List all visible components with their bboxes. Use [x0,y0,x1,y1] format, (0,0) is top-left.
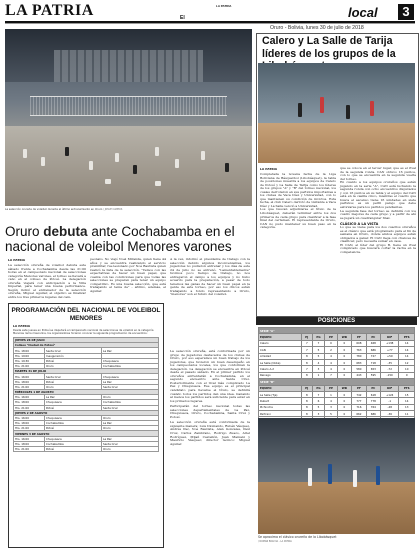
schedule-cell-a: Santa Cruz [45,348,102,353]
standings-cell: 662 [352,411,366,417]
program-title: PROGRAMACIÓN DEL NACIONAL DE VOLEIBOL MENORES [11,307,161,322]
standings-header-cell: PTS [399,334,415,340]
standings-cell: 7 [312,391,325,397]
main-article-col2: peonato. No viajó Noel Miranda, quien tiene 44 años y se encuentra realizando el servicio premilitar, fue lesionado por Noé Bautista quien realizó la lista de la selección. "Vemos con las expectativas de hacer un buen papel, que cuenta con las condiciones para que todas las selecciones se preparen para tener un equipo competitivo. Es una buena selección, que está trabajando el tema de" - afirmó, además, el Aguilar. [90,257,166,293]
standings-cell: -48 [381,404,399,410]
standings-cell: 0 [337,398,352,404]
standings-cell: 686 [366,411,380,417]
standings-cell: 14 [399,340,415,346]
standings-cell: 14 [399,398,415,404]
right-byline: LA PATRIA [260,167,278,171]
standings-cell: 4 [325,353,337,359]
headline-pre: Oruro [5,224,40,239]
standings-cell: 727 [366,353,380,359]
standings-cell: 780 [352,353,366,359]
team-name: Pertrani [259,411,302,417]
standings-cell: 0 [337,372,352,378]
standings-header-cell: EQUIPO [259,334,302,340]
schedule-day: Coliseo "Ciudad de Potosí" [14,343,159,348]
photo-caption [5,208,252,211]
standings-cell: 6 [312,398,325,404]
serie-label: SERIE "A" [259,328,415,334]
standings-cell: 778 [366,398,380,404]
standings-cell: 7 [302,366,313,372]
schedule-day: JUEVES 26 DE JULIO [14,338,159,343]
standings-cell: 8 [302,411,313,417]
dateline: Oruro - Bolivia, lunes 30 de julio de 2018 [270,25,364,31]
standings-header-cell: PJ [302,334,313,340]
standings-cell: -35 [381,359,399,365]
schedule-cell-time: Hrs. 16:00 [14,415,45,420]
schedule-cell-a: Santa Cruz [45,374,102,379]
standings-cell: 7 [325,372,337,378]
right-article-text-3: Lo que se viene para los dos cuadros orureños es el clásico que está programado para el fin de semana en Oruro, donde ambos equipos están obligados a ganar. El CAN llega con chances de clasificar, pero necesita sumar en casa. El CAN, el líder del grupo B, tiene un rival complicado que buscará cortar la racha en la competencia. [340,225,416,255]
standings-cell: 1 [312,372,325,378]
schedule-cell-a: Potosí [45,447,102,452]
program-intro: Desde este jueves en Potosí se disputará el campeonato nacional de selecciones de voleibol en la categoría Menores rama masculina, los organizadores hicieron conocer la siguiente programación de encuentros: [13,329,154,336]
standings-cell: 718 [366,359,380,365]
standings-cell: 12 [399,359,415,365]
right-article-text: Completada la novena fecha de la Liga Boliviana de Básquetbol (Libobásquet), la tabla de posiciones muestra a los equipos de Calero de Potosí y La Salle de Tarija como los líderes de los grupos "A" y "B" del torneo nacional, los cuales derrotaron en sus partidos importantes a los clubes de Vaca Díez y Universidad, con lo que mantienen su condición de invictos. Esta fecha, el club Calero derrotó de visitante a Vaca Díez y La Salle venció a Universidad. Los que buscan adjudicarse el título de la Libobásquet, deberán terminar entre los dos primeros de cada grupo para clasificar a la fase final del certamen. El representante de Oruro, CAN no pudo mantener su buen paso en la categoría. [260,172,336,230]
schedule-cell-b: Cochabamba [102,364,159,369]
standings-cell: 5 [312,353,325,359]
team-name: Reinsgo [259,372,302,378]
team-name: La Salle (Cbba) [259,359,302,365]
standings-header-cell: DIF [381,385,399,391]
standings-cell: 8 [302,404,313,410]
standings-cell: 10 [399,366,415,372]
schedule-cell-time: Hrs. 21:00 [14,447,45,452]
schedule-cell-time: Hrs. 18:00 [14,348,45,353]
schedule-cell-time: Hrs. 21:00 [14,426,45,431]
schedule-cell-b: Oruro [102,395,159,400]
schedule-cell-a: Chuquisaca [45,415,102,420]
standings-cell: 468 [366,340,380,346]
standings-cell: -1 [381,398,399,404]
standings-cell: 0 [337,340,352,346]
schedule-cell-a: Chuquisaca [45,400,102,405]
schedule-cell-a: Oruro [45,384,102,389]
right-article-col1 [260,167,336,230]
schedule-cell-time: Hrs. 19:30 [14,358,45,363]
program-box [8,303,164,548]
main-article-col3: A la vez, informó el presidente de trabajo con la selección debido algunos inconvenientes, los jugadores no pudieron entrenar y los días de este 24 de julio no se entrenó. "Lamentablemente" tuvimos poco tiempo de trabajo, no nos entregaron el campo a los equipos y no hubo acuerdo para la preparación, a pesar de todo tenemos las ganas de hacer un buen papel en la gente de este torneo, por eso los chicos están trabajando a fondo representando a Oruro, "menores" son el futuro del voleibol. [170,257,250,297]
team-name: CAN [259,347,302,353]
standings-cell: 14 [399,347,415,353]
standings-cell: 0 [337,411,352,417]
masthead [5,2,195,22]
standings-cell: 15 [399,391,415,397]
standings-cell: 8 [302,372,313,378]
standings-cell: +138 [381,340,399,346]
standings-cell: 4 [312,359,325,365]
photo-credit: / JOSUE CAMPOS [103,208,123,211]
basketball-photo [258,63,415,163]
standings-cell: 764 [366,404,380,410]
standings-cell: +124 [381,391,399,397]
standings-cell: 595 [366,372,380,378]
schedule-cell-time: Hrs. 19:00 [14,353,45,358]
standings-cell: 8 [302,398,313,404]
standings-cell: 742 [352,391,366,397]
standings-cell: 3 [312,366,325,372]
standings-header-cell: PC [366,385,380,391]
team-name: Pichincha [259,404,302,410]
schedule-cell-a: Potosí [45,358,102,363]
standings-table [258,327,415,430]
newspaper-logo: LA PATRIA [5,2,94,19]
standings-cell: 0 [337,366,352,372]
schedule-cell-b: Oruro [102,447,159,452]
photo2-caption [258,536,415,539]
page-number: 3 [398,4,414,20]
schedule-cell-a: Potosí [45,379,102,384]
standings-cell: 4 [325,359,337,365]
subheading: CLÁSICO A LA VISTA [340,222,379,227]
standings-cell: 5 [325,411,337,417]
standings-cell: 686 [366,347,380,353]
article-text-4c: La selección orureña está conformada de la siguiente manera: Luis Diomando, Rubén Vásquez, Andrés Paz, Noé Bautista, Alan Gonzales, Paúl Cruz, Carlos Zambrano, Rodrigo Zuazo, Ariel Rodríguez, Mijaíl Castellón, Juan Mamani y Mauricio Vásquez; director técnico: Miguel Aguilar. [170,420,250,446]
standings-cell: +77 [381,347,399,353]
photo2-credit: / ROMAN BOLIVIA - LA PATRIA [258,540,292,543]
schedule-cell-time: Hrs. 18:00 [14,421,45,426]
standings-header-cell: PJ [302,385,313,391]
standings-header-cell: WD [337,385,352,391]
standings-cell: 5 [312,347,325,353]
standings-header-cell: PP [325,385,337,391]
standings-cell: 5 [312,404,325,410]
standings-cell: 3 [312,411,325,417]
standings-cell: 716 [352,404,366,410]
schedule-day: MARTES 31 DE JULIO [14,369,159,374]
schedule-cell-b: Santa Cruz [102,405,159,410]
standings-cell: 0 [325,340,337,346]
headline-highlight: debuta [43,224,88,239]
schedule-cell-time: Hrs. 21:00 [14,384,45,389]
photo-caption-text: La selección orureña de voleibol durante el último entrenamiento en Oruro [5,208,103,211]
standings-cell: 0 [337,391,352,397]
schedule-cell-a: Cochabamba [45,421,102,426]
standings-cell: 4 [325,366,337,372]
standings-cell: 763 [352,347,366,353]
right-article-text-2: que se coloca en el tercer lugar, que es el rival de la segunda ronda. CAN obtuvo 16 puntos, con lo que se encuentra en la segunda vuelta del torneo. En cuanto a los equipos orureños que están jugando en la serie "A", CAN está luchando la segunda ronda con ocho encuentros disputados y con 16 puntos en su tabla y el equipo del CAN está en la casilla cinco, mientras el cuadro que busca el ascenso tiene 16 unidades en siete partidos; es un perfil parejo que debe esforzarse para los partidos pendientes. La segunda fase del torneo se definirá con los cuatro mejores de cada grupo y a partir de ahí se jugará un cuadrangular final. [340,166,416,220]
standings-title: POSICIONES [256,317,417,325]
byline: LA PATRIA [8,258,26,262]
schedule-cell-b: Oruro [102,415,159,420]
standings-block [258,327,416,430]
standings-cell: 443 [352,372,366,378]
standings-header-cell: PF [352,385,366,391]
schedule-cell-b: Chuquisaca [102,358,159,363]
main-headline [5,224,255,254]
schedule-cell-a: La Paz [45,395,102,400]
schedule-cell-time: Hrs. 18:00 [14,379,45,384]
schedule-cell-a: Inauguración [45,353,102,358]
article-text-4: La selección orureña, está conformada por un grupo de jugadores destacados de los clubes de Oruro, por eso esperamos un buen trabajo de los jugadores, que tuvieron un buen desempeño en los campeonatos locales, los que conforman la delegación. La delegación se encuentra en Potosí desde el pasado sábado. En el primer partido los orureños enfrentarán a Cochabamba, en el segundo encuentro ante Santa Cruz. Posteriormente con el rival más complicado La Paz y Chuquisaca. Ese equipo es el principal candidato para llevarse el título, se definirá cuando todos los partidos den una idea. Ganando al menos los partidos será suficiente para estar en los primeros lugares. [170,349,250,403]
standings-header-cell: PC [366,334,380,340]
standings-cell: 683 [352,359,366,365]
main-article-col1 [8,258,86,299]
standings-cell: 7 [302,340,313,346]
section-label: local [348,5,378,20]
schedule-row [14,447,159,452]
schedule-cell-time: Hrs. 18:00 [14,441,45,446]
standings-header-cell: PTS [399,385,415,391]
team-name: Rubart [259,398,302,404]
standings-cell: 13 [399,404,415,410]
article-text-4b: Participarán del torneo nacional todas las selecciones departamentales de La Paz, Chuquisaca, Oruro, Cochabamba, Santa Cruz y Potosí. [170,404,250,419]
headline-post: ante Cochabamba en el nacional de voleibol Menores varones [5,224,235,254]
serie-label: SERIE "B" [259,379,415,385]
standings-cell: 0 [337,347,352,353]
standings-cell: -150 [381,372,399,378]
standings-cell: 0 [337,353,352,359]
schedule-table [13,337,159,452]
standings-cell: 8 [302,353,313,359]
schedule-day: JUEVES 2 DE AGOSTO [14,410,159,415]
standings-cell: 11 [399,411,415,417]
schedule-cell-time: Hrs. 16:00 [14,436,45,441]
schedule-cell-time: Hrs. 21:00 [14,364,45,369]
standings-cell: 9 [399,372,415,378]
deportivo-small: LA PATRIA [216,4,232,8]
basketball-clasico-photo [258,418,415,534]
schedule-cell-b: La Paz [102,379,159,384]
schedule-cell-b: La Paz [102,421,159,426]
standings-cell: 4 [325,398,337,404]
standings-cell: -72 [381,366,399,372]
schedule-cell-a: Chuquisaca [45,436,102,441]
schedule-cell-time: Hrs. 21:00 [14,405,45,410]
right-headline: Calero y La Salle de Tarija líderes de los grupos de la [262,35,396,60]
schedule-cell-b: Oruro [102,426,159,431]
deportivo-prefix: El [180,15,185,21]
schedule-cell-b: La Paz [102,348,159,353]
standings-cell: 14 [399,353,415,359]
standings-cell: -36 [381,411,399,417]
standings-header-cell: DIF [381,334,399,340]
schedule-cell-b: Cochabamba [102,400,159,405]
schedule-cell-time: Hrs. 18:00 [14,400,45,405]
standings-cell: 3 [325,404,337,410]
schedule-cell-b: La Paz [102,436,159,441]
standings-cell: 2 [325,347,337,353]
standings-cell: 7 [302,347,313,353]
team-name: Calero [259,340,302,346]
schedule-cell-b: Santa Cruz [102,384,159,389]
schedule-cell-a: Cochabamba [45,441,102,446]
standings-cell: 618 [366,391,380,397]
photo2-caption-text: Se aproxima el clásico orureño de la Libobásquet [258,535,337,539]
team-name: Calero A-2 [259,366,302,372]
schedule-cell-a: Potosí [45,426,102,431]
standings-header-cell: PF [352,334,366,340]
schedule-cell-time: Hrs. 16:00 [14,374,45,379]
schedule-day: MIÉRCOLES 1 DE AGOSTO [14,389,159,394]
standings-header-cell: WD [337,334,352,340]
standings-cell: 777 [352,398,366,404]
team-name: Amistad [259,353,302,359]
program-byline: LA PATRIA [13,324,31,328]
standings-cell: 7 [312,340,325,346]
header-rule-thin [5,23,415,24]
standings-header-cell: PG [312,334,325,340]
schedule-cell-b: Santa Cruz [102,441,159,446]
standings-cell: 8 [302,391,313,397]
standings-cell: 608 [352,340,366,346]
standings-cell: 1 [325,391,337,397]
standings-cell: 0 [337,359,352,365]
schedule-cell-time: Hrs. 16:00 [14,395,45,400]
standings-header-cell: PG [312,385,325,391]
schedule-day: VIERNES 3 DE AGOSTO [14,431,159,436]
standings-header-cell: EQUIPO [259,385,302,391]
schedule-cell-a: Oruro [45,364,102,369]
schedule-cell-a: Potosí [45,405,102,410]
standings-cell: 0 [337,404,352,410]
standings-header-cell: PP [325,334,337,340]
right-article-col2 [340,167,416,255]
standings-cell: 653 [366,366,380,372]
standings-cell: 580 [352,366,366,372]
volleyball-team-photo [5,29,252,206]
article-text: La selección orureña de voleibol debuta este sábado frente a Cochabamba desde las 21:00 horas en el campeonato nacional de selecciones categoría Menores varones, el torneo se llevará a cabo en el coliseo de Potosí. La delegación orureña viajará con anticipación a la Villa Imperial, para tener una buena performance. Según indicó el entrenador de la selección orureña, Miguel Aguilar, el objetivo es finalizar entre los tres primeros lugares del cam- [8,263,86,299]
main-article-col4 [170,350,250,446]
standings-cell: +59 [381,353,399,359]
schedule-cell-b: Chuquisaca [102,374,159,379]
standings-cell: 8 [302,359,313,365]
team-name: La Salle (Tja) [259,391,302,397]
